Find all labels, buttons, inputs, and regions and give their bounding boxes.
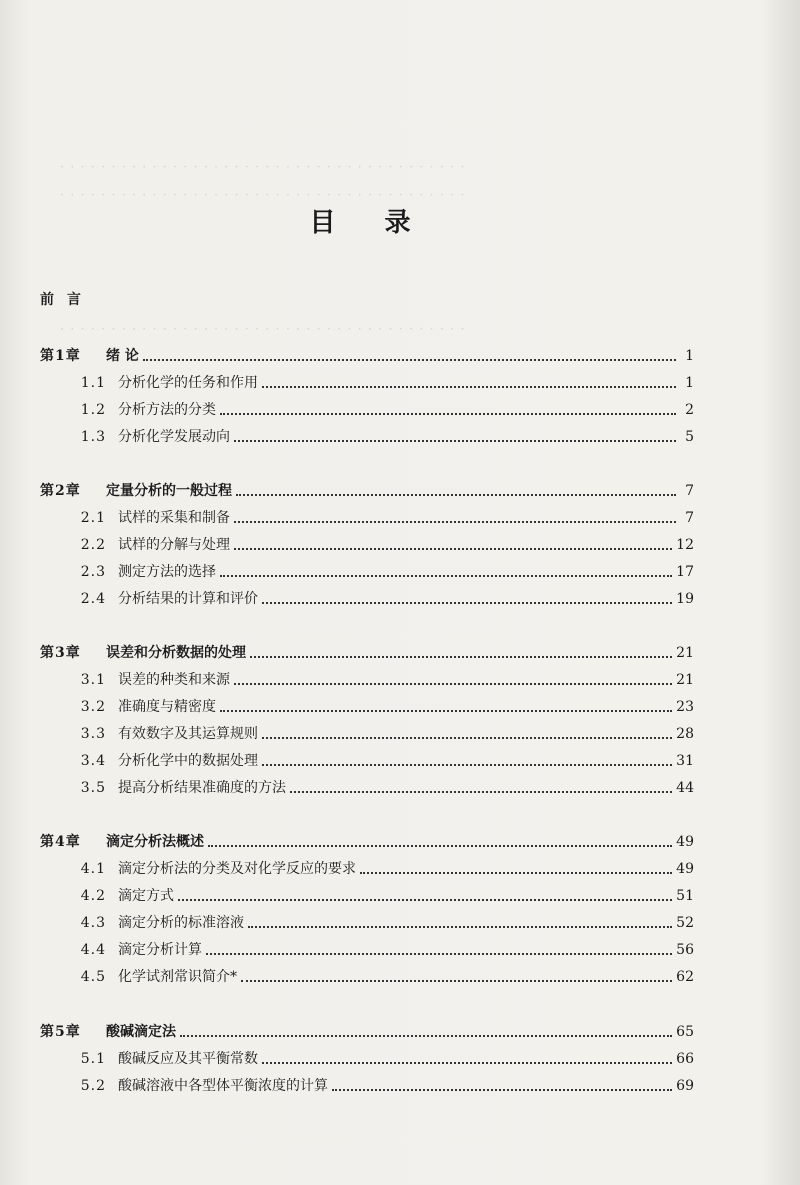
dot-leader	[234, 683, 672, 685]
section-number: 5.2	[80, 1078, 106, 1094]
dot-leader	[178, 899, 672, 901]
dot-leader	[262, 1062, 672, 1064]
dot-leader	[248, 926, 672, 928]
page-number: 7	[685, 510, 694, 526]
section-number: 4.1	[80, 861, 106, 877]
dot-leader	[236, 494, 676, 496]
page-number: 31	[676, 753, 694, 769]
dot-leader	[332, 1089, 672, 1091]
dot-leader	[206, 953, 672, 955]
dot-leader	[262, 764, 672, 766]
section-number: 5.1	[80, 1051, 106, 1067]
toc-section[interactable]	[40, 695, 694, 717]
toc-chapter[interactable]	[40, 830, 694, 852]
bleed-through-text: · · · · · · · · · · · · · · · · · · · · · · · · · · · · · · · · · · · · · · · ·	[60, 322, 466, 337]
toc-section[interactable]	[40, 668, 694, 690]
toc-section[interactable]	[40, 371, 694, 393]
page-number: 12	[676, 537, 694, 553]
page-number: 49	[676, 861, 694, 877]
page-number: 56	[676, 942, 694, 958]
page-title: 目 录	[309, 208, 431, 238]
section-title: 分析化学的任务和作用	[118, 375, 258, 391]
toc-section[interactable]	[40, 533, 694, 555]
chapter-title: 定量分析的一般过程	[106, 483, 232, 499]
page-number: 23	[676, 699, 694, 715]
page-number: 7	[685, 483, 694, 499]
section-number: 2.1	[80, 510, 106, 526]
page-number: 28	[676, 726, 694, 742]
toc-section[interactable]	[40, 587, 694, 609]
dot-leader	[180, 1035, 672, 1037]
section-number: 1.1	[80, 375, 106, 391]
page-number: 52	[676, 915, 694, 931]
section-number: 3.1	[80, 672, 106, 688]
dot-leader	[220, 575, 672, 577]
chapter-number: 第4章	[40, 834, 81, 850]
section-title: 试样的采集和制备	[118, 510, 230, 526]
toc-chapter[interactable]	[40, 641, 694, 663]
section-number: 1.2	[80, 402, 106, 418]
chapter-title: 滴定分析法概述	[106, 834, 204, 850]
toc-section[interactable]	[40, 965, 694, 987]
section-number: 4.3	[80, 915, 106, 931]
section-title: 试样的分解与处理	[118, 537, 230, 553]
toc-section[interactable]	[40, 911, 694, 933]
toc-section[interactable]	[40, 938, 694, 960]
dot-leader	[241, 980, 672, 982]
section-number: 1.3	[80, 429, 106, 445]
chapter-title: 酸碱滴定法	[106, 1024, 176, 1040]
dot-leader	[262, 386, 676, 388]
page-number: 19	[676, 591, 694, 607]
section-title: 分析结果的计算和评价	[118, 591, 258, 607]
section-number: 4.5	[80, 969, 106, 985]
section-title: 滴定分析法的分类及对化学反应的要求	[118, 861, 356, 877]
section-number: 3.3	[80, 726, 106, 742]
chapter-number: 第1章	[40, 348, 81, 364]
page-number: 65	[676, 1024, 694, 1040]
section-title: 滴定分析计算	[118, 942, 202, 958]
section-title: 分析化学中的数据处理	[118, 753, 258, 769]
page-number: 44	[676, 780, 694, 796]
toc-chapter[interactable]	[40, 344, 694, 366]
section-title: 酸碱溶液中各型体平衡浓度的计算	[118, 1078, 328, 1094]
section-number: 3.4	[80, 753, 106, 769]
toc-section[interactable]	[40, 722, 694, 744]
section-title: 测定方法的选择	[118, 564, 216, 580]
section-title: 提高分析结果准确度的方法	[118, 780, 286, 796]
section-title: 分析方法的分类	[118, 402, 216, 418]
dot-leader	[234, 440, 676, 442]
chapter-number: 第2章	[40, 483, 81, 499]
page-number: 2	[685, 402, 694, 418]
section-title: 酸碱反应及其平衡常数	[118, 1051, 258, 1067]
toc-section[interactable]	[40, 1047, 694, 1069]
toc-section[interactable]	[40, 425, 694, 447]
dot-leader	[360, 872, 672, 874]
dot-leader	[220, 413, 676, 415]
section-number: 2.3	[80, 564, 106, 580]
page-number: 17	[676, 564, 694, 580]
page-number: 5	[685, 429, 694, 445]
toc-section[interactable]	[40, 884, 694, 906]
toc-section[interactable]	[40, 398, 694, 420]
chapter-title: 绪 论	[106, 348, 139, 364]
page-number: 66	[676, 1051, 694, 1067]
dot-leader	[208, 845, 672, 847]
chapter-number: 第3章	[40, 645, 81, 661]
page-number: 21	[676, 645, 694, 661]
section-number: 2.4	[80, 591, 106, 607]
toc-section[interactable]	[40, 857, 694, 879]
section-title: 误差的种类和来源	[118, 672, 230, 688]
toc-section[interactable]	[40, 1074, 694, 1096]
page-number: 62	[676, 969, 694, 985]
dot-leader	[143, 359, 676, 361]
bleed-through-text: · · · · · · · · · · · · · · · · · · · · · · · · · · · · · · · · · · · · · · · ·	[60, 188, 466, 203]
preface-label: 前 言	[40, 292, 85, 308]
toc-section[interactable]	[40, 506, 694, 528]
page-number: 1	[685, 348, 694, 364]
section-title: 分析化学发展动向	[118, 429, 230, 445]
section-title: 滴定分析的标准溶液	[118, 915, 244, 931]
dot-leader	[234, 521, 676, 523]
dot-leader	[220, 710, 672, 712]
section-title: 有效数字及其运算规则	[118, 726, 258, 742]
page-number: 51	[676, 888, 694, 904]
section-number: 2.2	[80, 537, 106, 553]
toc-section[interactable]	[40, 776, 694, 798]
toc-section[interactable]	[40, 749, 694, 771]
toc-chapter[interactable]	[40, 1020, 694, 1042]
section-number: 3.2	[80, 699, 106, 715]
section-title: 滴定方式	[118, 888, 174, 904]
page-number: 49	[676, 834, 694, 850]
section-title: 化学试剂常识简介*	[118, 969, 237, 985]
section-number: 3.5	[80, 780, 106, 796]
toc-chapter[interactable]	[40, 479, 694, 501]
page-number: 1	[685, 375, 694, 391]
dot-leader	[250, 656, 672, 658]
chapter-title: 误差和分析数据的处理	[106, 645, 246, 661]
dot-leader	[262, 602, 672, 604]
page-number: 69	[676, 1078, 694, 1094]
section-number: 4.2	[80, 888, 106, 904]
bleed-through-text: · · · · · · · · · · · · · · · · · · · · · · · · · · · · · · · · · · · · · · · ·	[60, 160, 466, 175]
dot-leader	[262, 737, 672, 739]
section-number: 4.4	[80, 942, 106, 958]
dot-leader	[234, 548, 672, 550]
dot-leader	[290, 791, 672, 793]
section-title: 准确度与精密度	[118, 699, 216, 715]
page-number: 21	[676, 672, 694, 688]
chapter-number: 第5章	[40, 1024, 81, 1040]
toc-preface[interactable]	[40, 288, 694, 310]
toc-section[interactable]	[40, 560, 694, 582]
